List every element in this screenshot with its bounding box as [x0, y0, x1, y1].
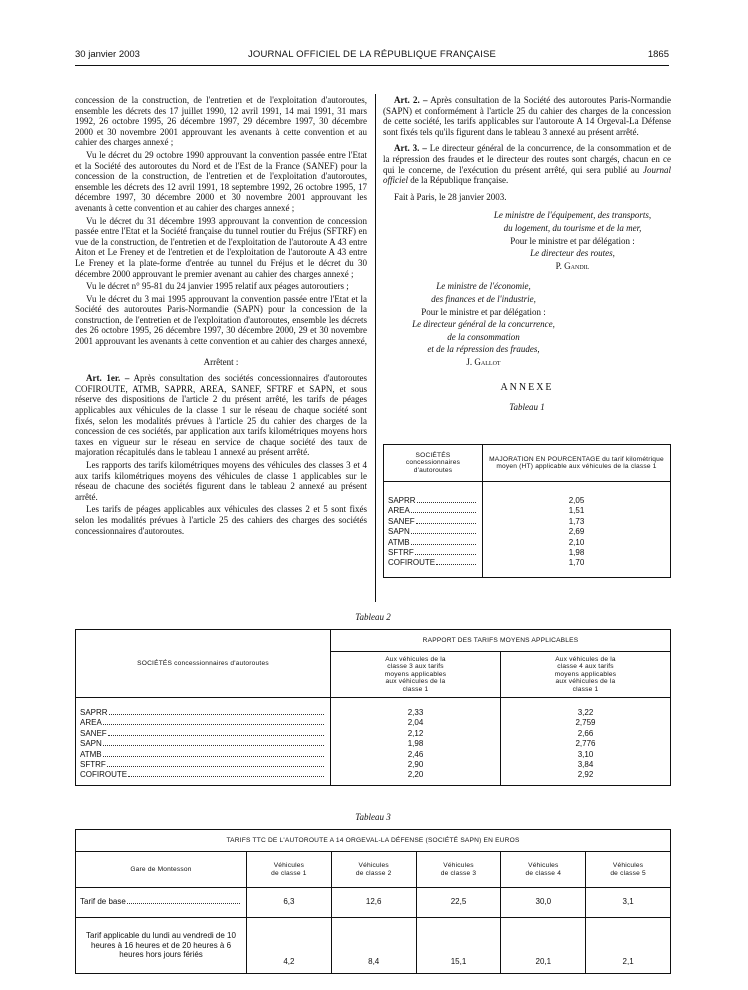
signature-line: Le directeur des routes, — [530, 248, 615, 259]
paragraph: Les tarifs de péages applicables aux véhicules des classes 2 et 5 sont fixés selon les modalités prévues à l'article 25 des cahiers des charges des sociétés concessionnaires d'autoroutes. — [75, 504, 367, 536]
value: 1,98 — [568, 548, 585, 558]
value-list-cell — [483, 482, 671, 578]
signature-line: Le ministre de l'équipement, des transports, — [493, 210, 652, 221]
table-row — [76, 918, 671, 974]
article-text: Le directeur général de la concurrence, de la consommation et de la répression des fraudes et le directeur des routes sont chargés, chacun en ce qui le concerne, de l'exécution du présent arrêté, qui sera publié au — [383, 143, 672, 175]
table-header-cell: Aux véhicules de la classe 3 aux tarifs moyens applicables aux véhicules de la classe 1 — [331, 652, 501, 698]
company-row: ATMB — [388, 538, 478, 548]
article-3 — [383, 143, 671, 185]
paragraph: Vu le décret du 3 mai 1995 approuvant la convention passée entre l'Etat et la Société des autoroutes Paris-Normandie (SAPN) pour la concession de la construction, de l'entretien et de l'exploitation d'autoroutes, ensemble les décrets des 26 octobre 1995, 26 décembre 1997, 30 décembre 2000, 29 et 30 novembre 2001 approuvant les avenants à cette convention et au cahier des charges annexé, — [75, 293, 367, 347]
journal-title: JOURNAL OFFICIEL DE LA RÉPUBLIQUE FRANÇAISE — [247, 49, 497, 60]
signature-line: Le ministre de l'économie, — [436, 281, 531, 292]
company-row: SAPRR — [388, 496, 478, 506]
company-row: COFIROUTE — [388, 558, 478, 568]
value: 2,20 — [407, 770, 424, 780]
table-header-cell: Véhicules de classe 3 — [416, 852, 501, 888]
value: 12,6 — [331, 888, 416, 918]
value: 2,10 — [568, 537, 585, 547]
value: 15,1 — [416, 918, 501, 974]
table-header-cell: Aux véhicules de la classe 4 aux tarifs moyens applicables aux véhicules de la classe 1 — [501, 652, 671, 698]
table1-caption: Tableau 1 — [509, 402, 545, 413]
company-row: SAPRR — [80, 708, 326, 718]
value: 2,66 — [577, 728, 594, 738]
table-row — [76, 698, 671, 786]
row-label: Tarif applicable du lundi au vendredi de 10 heures à 16 heures et de 20 heures à 6 heures hors jours fériés — [86, 931, 236, 960]
table-header-row — [384, 445, 671, 482]
signature-line: et de la répression des fraudes, — [427, 344, 540, 355]
table-header-row — [76, 630, 671, 652]
annexe-heading: ANNEXE — [500, 382, 554, 394]
table-header-cell: Véhicules de classe 1 — [247, 852, 332, 888]
table-1 — [383, 444, 671, 578]
article-1 — [75, 373, 367, 458]
value: 2,12 — [407, 728, 424, 738]
right-column — [383, 95, 671, 413]
value: 2,92 — [577, 770, 594, 780]
table-header-cell: RAPPORT DES TARIFS MOYENS APPLICABLES — [331, 630, 671, 652]
paragraph: Vu le décret n° 95-81 du 24 janvier 1995 relatif aux péages autoroutiers ; — [86, 281, 349, 292]
signature-line: du logement, du tourisme et de la mer, — [503, 222, 642, 233]
article-2 — [383, 95, 671, 137]
page-number: 1865 — [647, 49, 669, 60]
table-header-row — [76, 852, 671, 888]
article-text: Après consultation de la Société des autoroutes Paris-Normandie (SAPN) et conformément à l'article 25 du cahier des charges de la concession de cette société, les tarifs applicables sur l'autoroute A 14 Orgeval-La Défense sont fixés tels qu'ils figurent dans le tableau 3 annexé au présent arrêté. — [383, 95, 671, 137]
table-header-cell: Véhicules de classe 4 — [501, 852, 586, 888]
company-row: COFIROUTE — [80, 770, 326, 780]
signature-block-1 — [463, 210, 671, 271]
signature-block-2 — [383, 281, 573, 367]
value: 2,33 — [407, 708, 424, 717]
value-list-cell — [501, 698, 671, 786]
table-header-cell: Véhicules de classe 2 — [331, 852, 416, 888]
table-row — [384, 482, 671, 578]
value: 22,5 — [416, 888, 501, 918]
value: 1,73 — [568, 516, 585, 526]
article-text: de la République française. — [410, 175, 509, 186]
value: 30,0 — [501, 888, 586, 918]
signature-line: des finances et de l'industrie, — [431, 293, 536, 304]
value: 3,10 — [577, 749, 594, 759]
table-row — [76, 888, 671, 918]
left-column — [75, 95, 367, 538]
table-header-cell: SOCIÉTÉS concessionnaires d'autoroutes — [76, 630, 331, 698]
article-label: Art. 3. – — [394, 143, 427, 154]
table-title-row — [76, 830, 671, 852]
signature-name: P. Gandil — [555, 260, 590, 271]
article-text: Après consultation des sociétés concessionnaires d'autoroutes COFIROUTE, ATMB, SAPRR, AREA, SANEF, SFTRF et SAPN, et sous réserve des dispositions de l'article 2 du présent arrêté, les tarifs de péages applicables aux véhicules de la classe 1 sur le réseau de chaque société sont fixés, selon les modalités prévues à l'article 25 du cahier des charges de la concession de ces sociétés, par application aux tarifs kilométriques moyens hors taxes en vigueur sur le réseau en service de chaque société des taux de majoration récapitulés dans le tableau 1 annexé au présent arrêté. — [75, 373, 367, 458]
column-separator — [375, 94, 376, 602]
article-label: Art. 2. – — [394, 95, 428, 105]
company-row: SAPN — [388, 527, 478, 537]
value: 2,90 — [407, 760, 424, 770]
header-rule — [75, 65, 669, 66]
value: 2,46 — [407, 749, 424, 759]
value: 20,1 — [501, 918, 586, 974]
table3-caption: Tableau 3 — [355, 812, 391, 822]
signature-name: J. Gallot — [466, 356, 501, 367]
paragraph: Vu le décret du 29 octobre 1990 approuvant la convention passée entre l'Etat et la Société des autoroutes du Nord et de l'Est de la France (SANEF) pour la concession de la construction, de l'entretien et de l'exploitation d'autoroutes, ensemble les décrets des 12 avril 1991, 18 septembre 1992, 26 octobre 1995, 17 décembre 1997, 30 décembre 2000 et 30 novembre 2001 approuvant les avenants à cette convention et au cahier des charges annexé ; — [75, 149, 367, 213]
company-row: AREA — [80, 718, 326, 728]
paragraph: concession de la construction, de l'entretien et de l'exploitation d'autoroutes, ensemble les décrets des 17 juillet 1990, 12 avril 1991, 14 mai 1991, 31 mars 1992, 26 octobre 1995, 26 décembre 1997, 29 décembre 1997, 30 décembre 2000 et 30 novembre 2001 approuvant les avenants à cette convention et au cahier des charges annexé ; — [75, 95, 367, 148]
table-header-cell: MAJORATION EN POURCENTAGE du tarif kilométrique moyen (HT) applicable aux véhicules de la classe 1 — [483, 445, 671, 482]
value: 1,98 — [407, 739, 424, 749]
company-row: SANEF — [80, 729, 326, 739]
value: 1,51 — [568, 506, 585, 516]
company-row: SAPN — [80, 739, 326, 749]
company-row: SFTRF — [80, 760, 326, 770]
table-3 — [75, 829, 671, 974]
signature-line: de la consommation — [447, 331, 520, 342]
header-date: 30 janvier 2003 — [75, 49, 140, 60]
company-row: AREA — [388, 506, 478, 516]
value-list-cell — [331, 698, 501, 786]
paragraph: Les rapports des tarifs kilométriques moyens des véhicules des classes 3 et 4 aux tarifs kilométriques moyens des véhicules de classe 1 applicables sur le réseau de chacune des sociétés figurent dans le tableau 2 annexé au présent arrêté. — [75, 460, 367, 502]
journal-name: Journal officiel — [383, 164, 671, 186]
value: 4,2 — [247, 918, 332, 974]
signature-line: Pour le ministre et par délégation : — [421, 306, 546, 317]
page-header — [75, 49, 669, 63]
table-header-cell: SOCIÉTÉS concessionnaires d'autoroutes — [384, 445, 483, 482]
value: 3,22 — [577, 708, 594, 717]
table-header-cell: Gare de Montesson — [76, 852, 247, 888]
company-list-cell — [384, 482, 483, 578]
value: 3,84 — [577, 760, 594, 770]
table2-caption: Tableau 2 — [355, 612, 391, 622]
arretent-heading: Arrêtent : — [203, 356, 239, 367]
value: 8,4 — [331, 918, 416, 974]
company-row: SFTRF — [388, 548, 478, 558]
company-list-cell — [76, 698, 331, 786]
date-line: Fait à Paris, le 28 janvier 2003. — [394, 191, 507, 202]
table-2 — [75, 629, 671, 786]
value: 6,3 — [247, 888, 332, 918]
value: 2,69 — [568, 527, 585, 537]
row-label: Tarif de base — [80, 897, 126, 907]
paragraph: Vu le décret du 31 décembre 1993 approuvant la convention de concession passée entre l'Etat et la Société française du tunnel routier du Fréjus (SFTRF) en vue de la construction, de l'entretien et de l'exploitation de l'autoroute A 43 entre Aiton et Le Freney et de l'entretien et de l'exploitation de l'autoroute A 43 entre Le Freney et la plate-forme d'entrée au tunnel du Fréjus et le décret du 30 décembre 2000 approuvant le premier avenant au cahier des charges annexé ; — [75, 215, 367, 279]
article-label: Art. 1er. – — [86, 373, 130, 384]
table-header-cell: Véhicules de classe 5 — [586, 852, 671, 888]
row-label-cell — [76, 888, 247, 918]
value: 2,04 — [407, 718, 424, 728]
value: 2,759 — [575, 718, 596, 728]
company-row: ATMB — [80, 750, 326, 760]
signature-line: Pour le ministre et par délégation : — [510, 235, 635, 246]
table-title: TARIFS TTC DE L'AUTOROUTE A 14 ORGEVAL-LA DÉFENSE (SOCIÉTÉ SAPN) EN EUROS — [76, 830, 671, 852]
value: 2,776 — [575, 739, 596, 749]
value: 2,05 — [568, 496, 585, 505]
company-row: SANEF — [388, 517, 478, 527]
signature-line: Le directeur général de la concurrence, — [412, 319, 555, 330]
value: 1,70 — [568, 558, 585, 568]
row-label-cell — [76, 918, 247, 974]
value: 2,1 — [586, 918, 671, 974]
value: 3,1 — [586, 888, 671, 918]
